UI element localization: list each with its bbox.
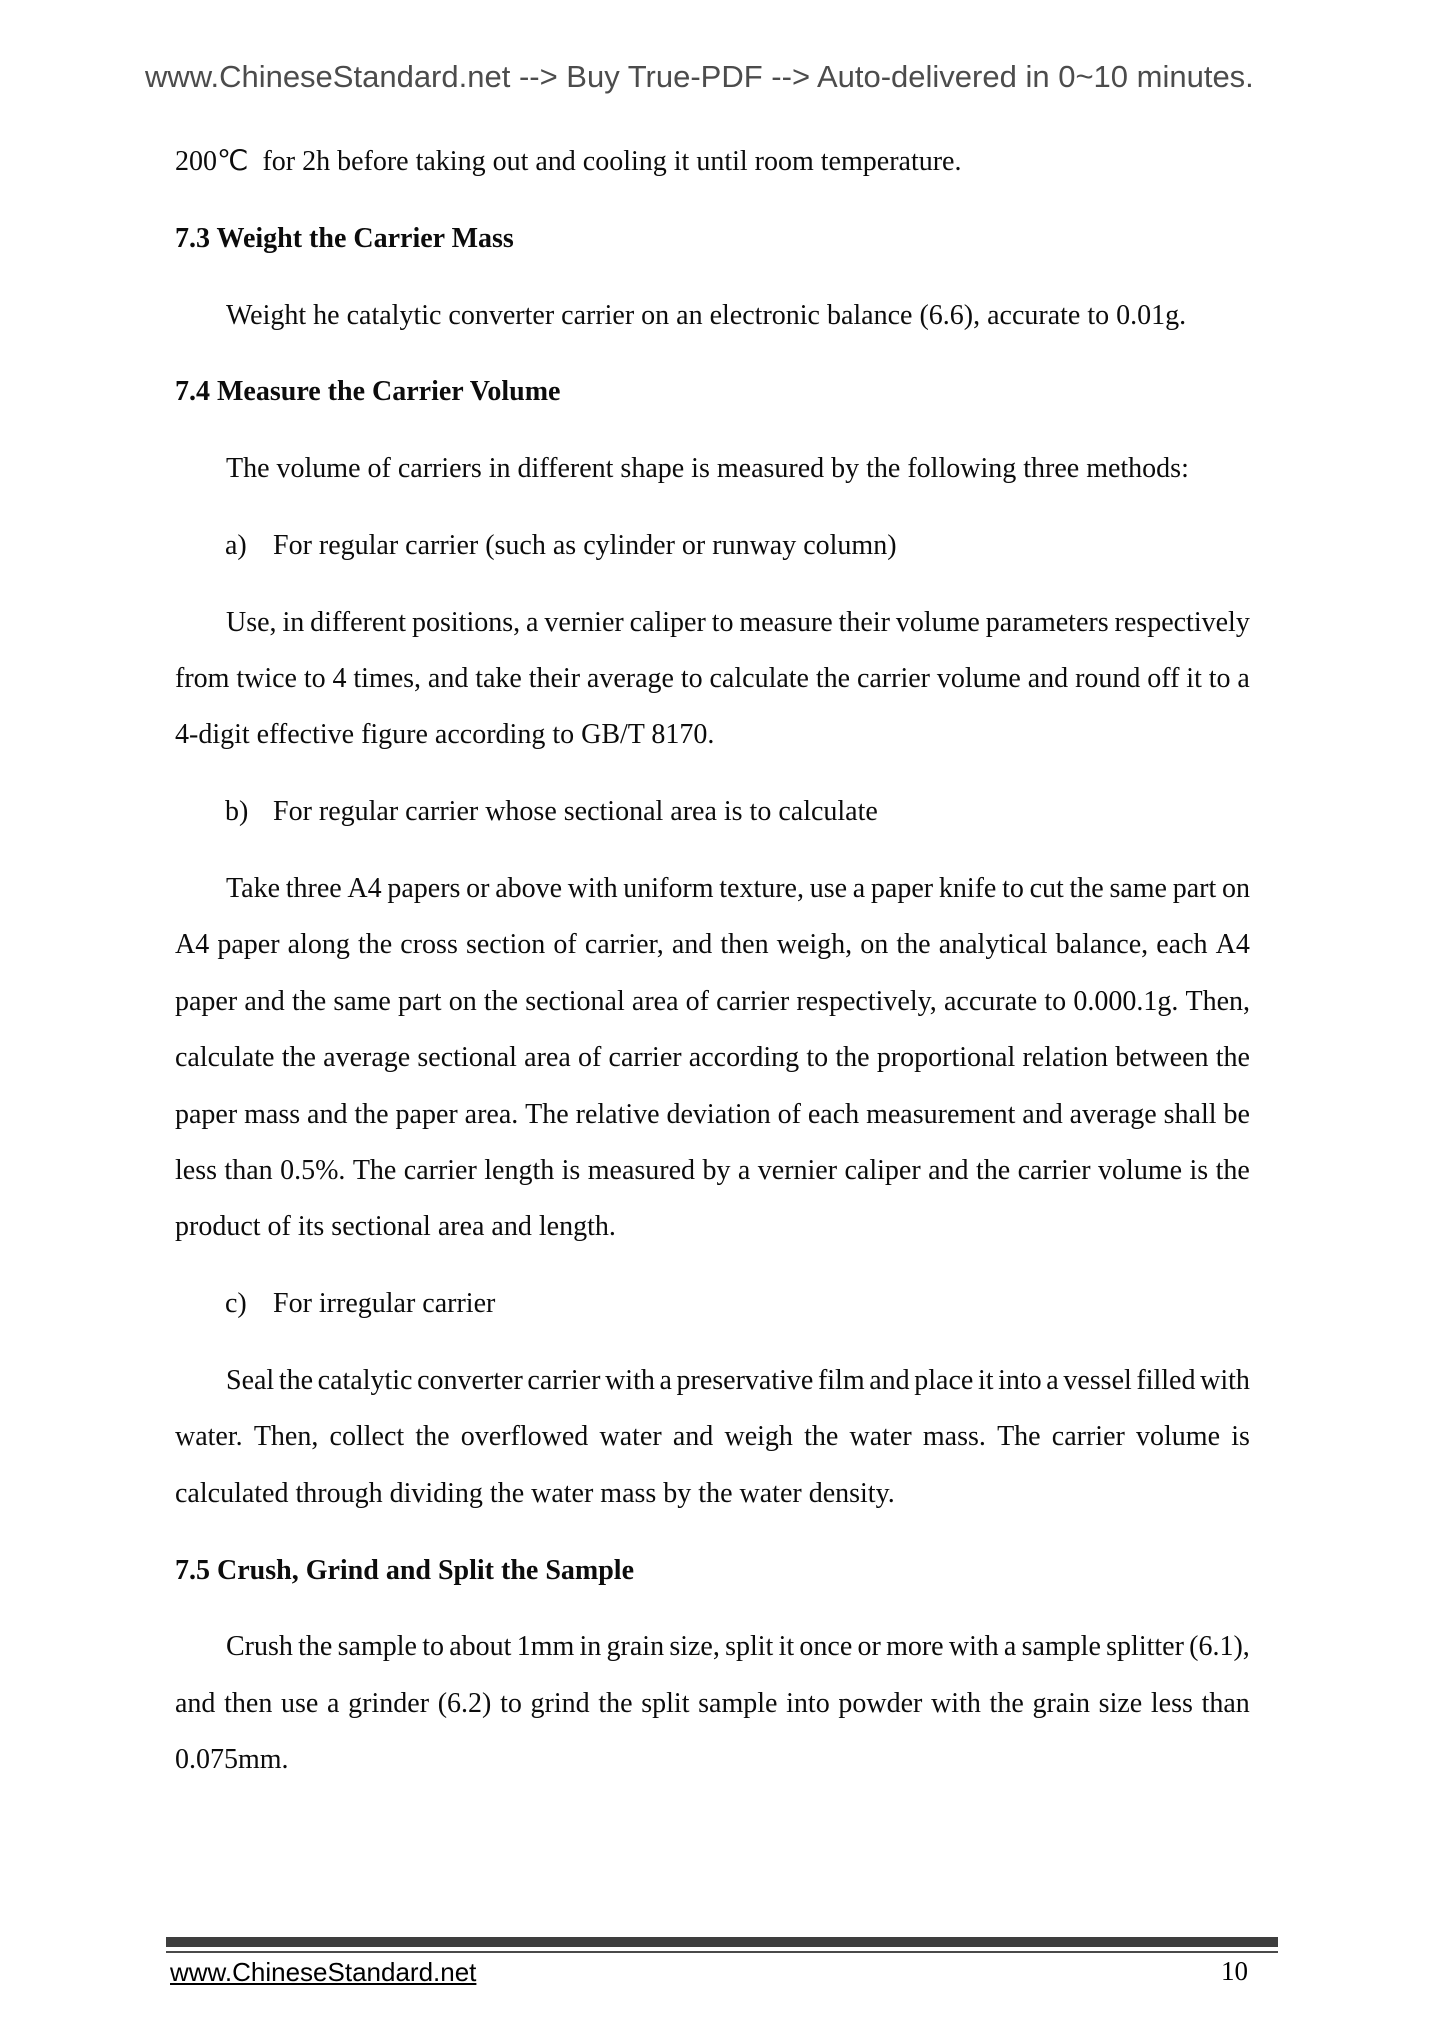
document-body: [175, 134, 1250, 1788]
text-line: Weight he catalytic converter carrier on an electronic balance (6.6), accurate to 0.01g.: [226, 299, 1187, 331]
list-item: [175, 518, 1250, 574]
text-line: product of its sectional area and length.: [175, 1211, 616, 1243]
list-item-text: For irregular carrier: [273, 1288, 496, 1320]
text-line: water. Then, collect the overflowed water and weigh the water mass. The carrier volume is: [175, 1421, 1250, 1453]
paragraph: [175, 134, 1250, 190]
text-line: A4 paper along the cross section of carrier, and then weigh, on the analytical balance, each A4: [175, 929, 1250, 961]
text-line: calculated through dividing the water mass by the water density.: [175, 1477, 895, 1509]
paragraph: [175, 1353, 1250, 1522]
paragraph: [175, 1619, 1250, 1788]
list-item-text: For regular carrier whose sectional area is to calculate: [273, 796, 878, 828]
page-number: 10: [1221, 1956, 1248, 1986]
paragraph: [175, 861, 1250, 1256]
text-line: less than 0.5%. The carrier length is measured by a vernier caliper and the carrier volume is the: [175, 1154, 1250, 1186]
paragraph: [175, 441, 1250, 497]
footer-rule-thin: [166, 1951, 1278, 1953]
paragraph: [175, 595, 1250, 764]
text-line: 4-digit effective figure according to GB/T 8170.: [175, 719, 715, 751]
section-heading: 7.3 Weight the Carrier Mass: [175, 222, 514, 254]
footer-rule-thick: [166, 1937, 1278, 1947]
page-header-url: www.ChineseStandard.net --> Buy True-PDF --> Auto-delivered in 0~10 minutes.: [145, 59, 1254, 94]
text-line: Crush the sample to about 1mm in grain size, split it once or more with a sample splitter (6.1),: [226, 1631, 1250, 1663]
list-item-text: For regular carrier (such as cylinder or runway column): [273, 529, 897, 561]
text-line: 0.075mm.: [175, 1744, 289, 1776]
text-line: The volume of carriers in different shape is measured by the following three methods:: [226, 453, 1189, 485]
list-item: [175, 784, 1250, 840]
list-marker: b): [225, 796, 249, 828]
section-heading: 7.4 Measure the Carrier Volume: [175, 376, 561, 408]
paragraph: [175, 288, 1250, 344]
text-line: paper and the same part on the sectional area of carrier respectively, accurate to 0.000.1g. Then,: [175, 985, 1250, 1017]
text-line: paper mass and the paper area. The relative deviation of each measurement and average shall be: [175, 1098, 1250, 1130]
section-heading: 7.5 Crush, Grind and Split the Sample: [175, 1554, 634, 1586]
text-line: Seal the catalytic converter carrier with a preservative film and place it into a vessel filled with: [226, 1364, 1250, 1396]
text-line: from twice to 4 times, and take their average to calculate the carrier volume and round off it to a: [175, 663, 1250, 695]
text-line: 200℃ for 2h before taking out and cooling it until room temperature.: [175, 146, 962, 177]
list-marker: c): [225, 1288, 247, 1320]
text-line: Take three A4 papers or above with uniform texture, use a paper knife to cut the same part on: [226, 873, 1250, 905]
text-line: calculate the average sectional area of carrier according to the proportional relation between the: [175, 1042, 1250, 1074]
text-line: Use, in different positions, a vernier caliper to measure their volume parameters respectively: [226, 606, 1250, 638]
footer-site-link[interactable]: www.ChineseStandard.net: [170, 1957, 477, 1987]
text-line: and then use a grinder (6.2) to grind the split sample into powder with the grain size less than: [175, 1687, 1250, 1719]
list-item: [175, 1276, 1250, 1332]
list-marker: a): [225, 529, 247, 561]
